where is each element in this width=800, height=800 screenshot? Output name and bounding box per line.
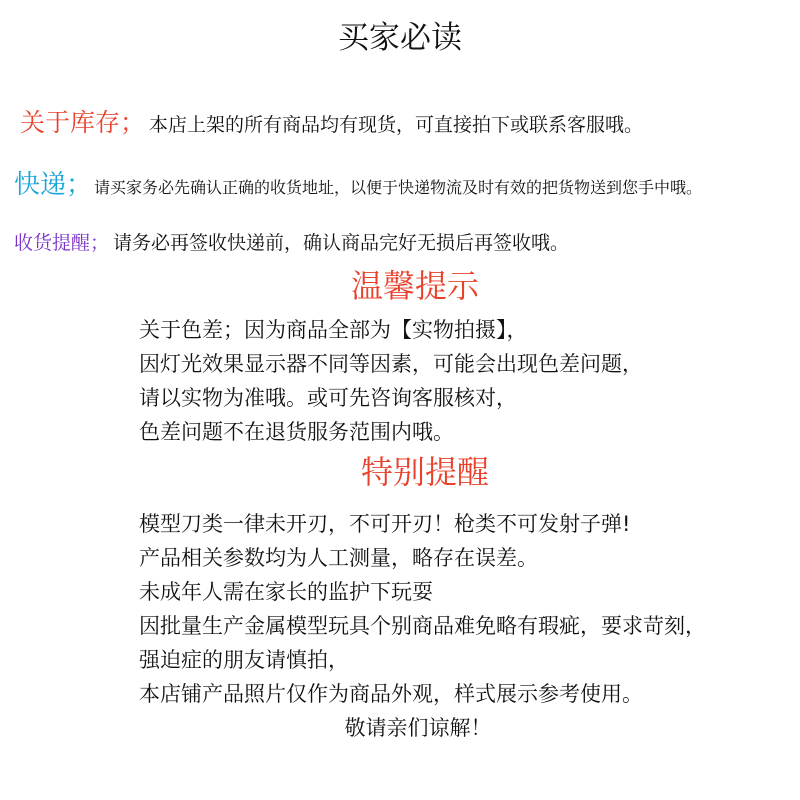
- special-notice-line: 模型刀类一律未开刃，不可开刃！枪类不可发射子弹!: [139, 512, 631, 536]
- special-notice-line: 未成年人需在家长的监护下玩耍: [139, 580, 433, 604]
- warm-tip-line: 色差问题不在退货服务范围内哦。: [139, 420, 454, 444]
- special-notice-heading: 特别提醒: [360, 453, 489, 491]
- special-notice-line: 因批量生产金属模型玩具个别商品难免略有瑕疵，要求苛刻，: [139, 614, 706, 638]
- notice-stock-label: 关于库存；: [20, 108, 146, 137]
- notice-receipt-label: 收货提醒；: [14, 232, 110, 254]
- notice-receipt-text: 请务必再签收快递前，确认商品完好无损后再签收哦。: [113, 232, 570, 254]
- notice-delivery-label: 快递；: [14, 170, 93, 200]
- page-title: 买家必读: [338, 20, 462, 56]
- warm-tip-heading: 温馨提示: [350, 267, 479, 305]
- notice-stock: [20, 103, 643, 139]
- special-notice-line: 强迫症的朋友请慎拍，: [139, 648, 349, 672]
- notice-stock-text: 本店上架的所有商品均有现货，可直接拍下或联系客服哦。: [149, 114, 644, 136]
- notice-delivery: [14, 164, 702, 201]
- special-notice-line: 本店铺产品照片仅作为商品外观，样式展示参考使用。: [139, 682, 643, 706]
- special-notice-line: 产品相关参数均为人工测量，略存在误差。: [139, 546, 538, 570]
- closing-message: 敬请亲们谅解！: [344, 716, 492, 740]
- warm-tip-line: 请以实物为准哦。或可先咨询客服核对，: [139, 386, 517, 410]
- notice-delivery-text: 请买家务必先确认正确的收货地址，以便于快递物流及时有效的把货物送到您手中哦。: [94, 178, 703, 197]
- warm-tip-line: 因灯光效果显示器不同等因素，可能会出现色差问题，: [139, 352, 643, 376]
- notice-receipt: [14, 228, 569, 255]
- warm-tip-line: 关于色差；因为商品全部为【实物拍摄】，: [139, 318, 528, 342]
